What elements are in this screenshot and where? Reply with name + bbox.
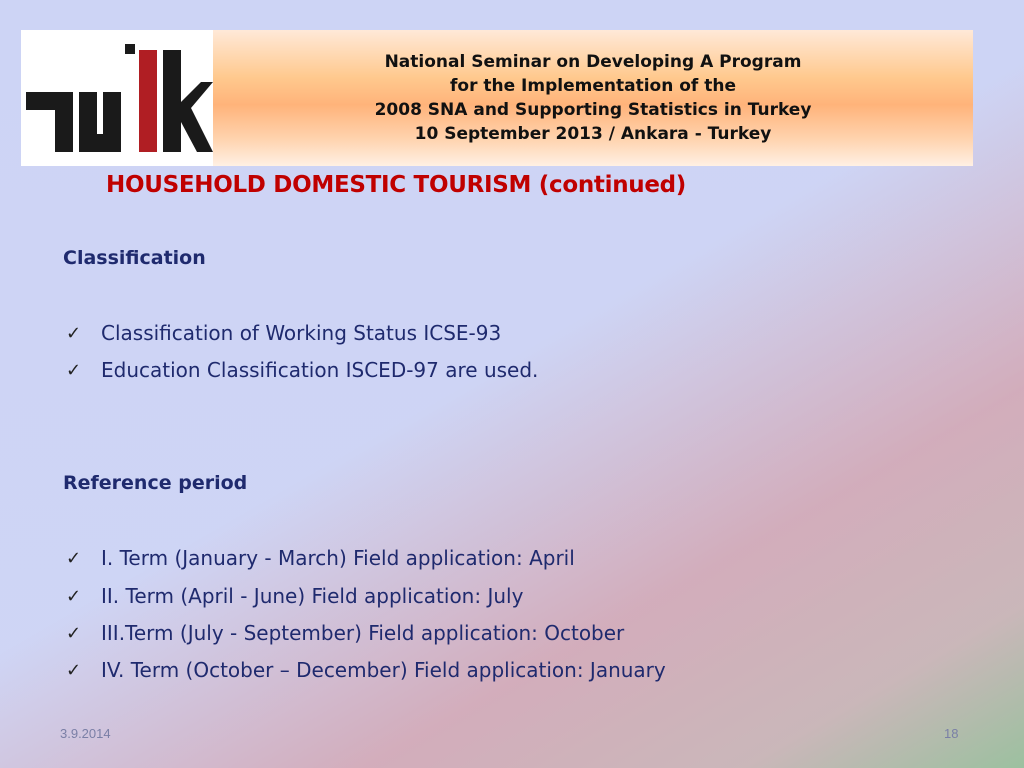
check-icon: ✓ (66, 585, 82, 607)
slide-title: HOUSEHOLD DOMESTIC TOURISM (continued) (106, 172, 687, 198)
list-item (66, 546, 575, 570)
list-item (66, 621, 624, 645)
logo-graphic (21, 30, 213, 166)
check-icon: ✓ (66, 359, 82, 381)
list-item-text: I. Term (January - March) Field application: April (101, 546, 575, 570)
list-item-text: Education Classification ISCED-97 are used. (101, 358, 539, 382)
banner-line-3: 2008 SNA and Supporting Statistics in Turkey (374, 100, 812, 120)
banner-line-1: National Seminar on Developing A Program (384, 52, 802, 72)
seminar-banner (213, 30, 973, 166)
list-item-text: II. Term (April - June) Field application: July (101, 584, 524, 608)
check-icon: ✓ (66, 659, 82, 681)
banner-line-2: for the Implementation of the (450, 76, 736, 96)
list-item-text: Classification of Working Status ICSE-93 (101, 321, 502, 345)
tuik-logo (21, 30, 213, 166)
list-item-text: IV. Term (October – December) Field application: January (101, 658, 666, 682)
banner-line-4: 10 September 2013 / Ankara - Turkey (414, 124, 772, 144)
footer-date: 3.9.2014 (60, 726, 111, 741)
classification-heading: Classification (63, 247, 206, 269)
check-icon: ✓ (66, 322, 82, 344)
list-item (66, 321, 501, 345)
reference-period-heading: Reference period (63, 472, 248, 494)
list-item (66, 658, 666, 682)
list-item-text: III.Term (July - September) Field application: October (101, 621, 625, 645)
check-icon: ✓ (66, 622, 82, 644)
list-item (66, 358, 538, 382)
check-icon: ✓ (66, 547, 82, 569)
list-item (66, 584, 523, 608)
page-number: 18 (944, 726, 959, 741)
header-banner (21, 30, 973, 166)
